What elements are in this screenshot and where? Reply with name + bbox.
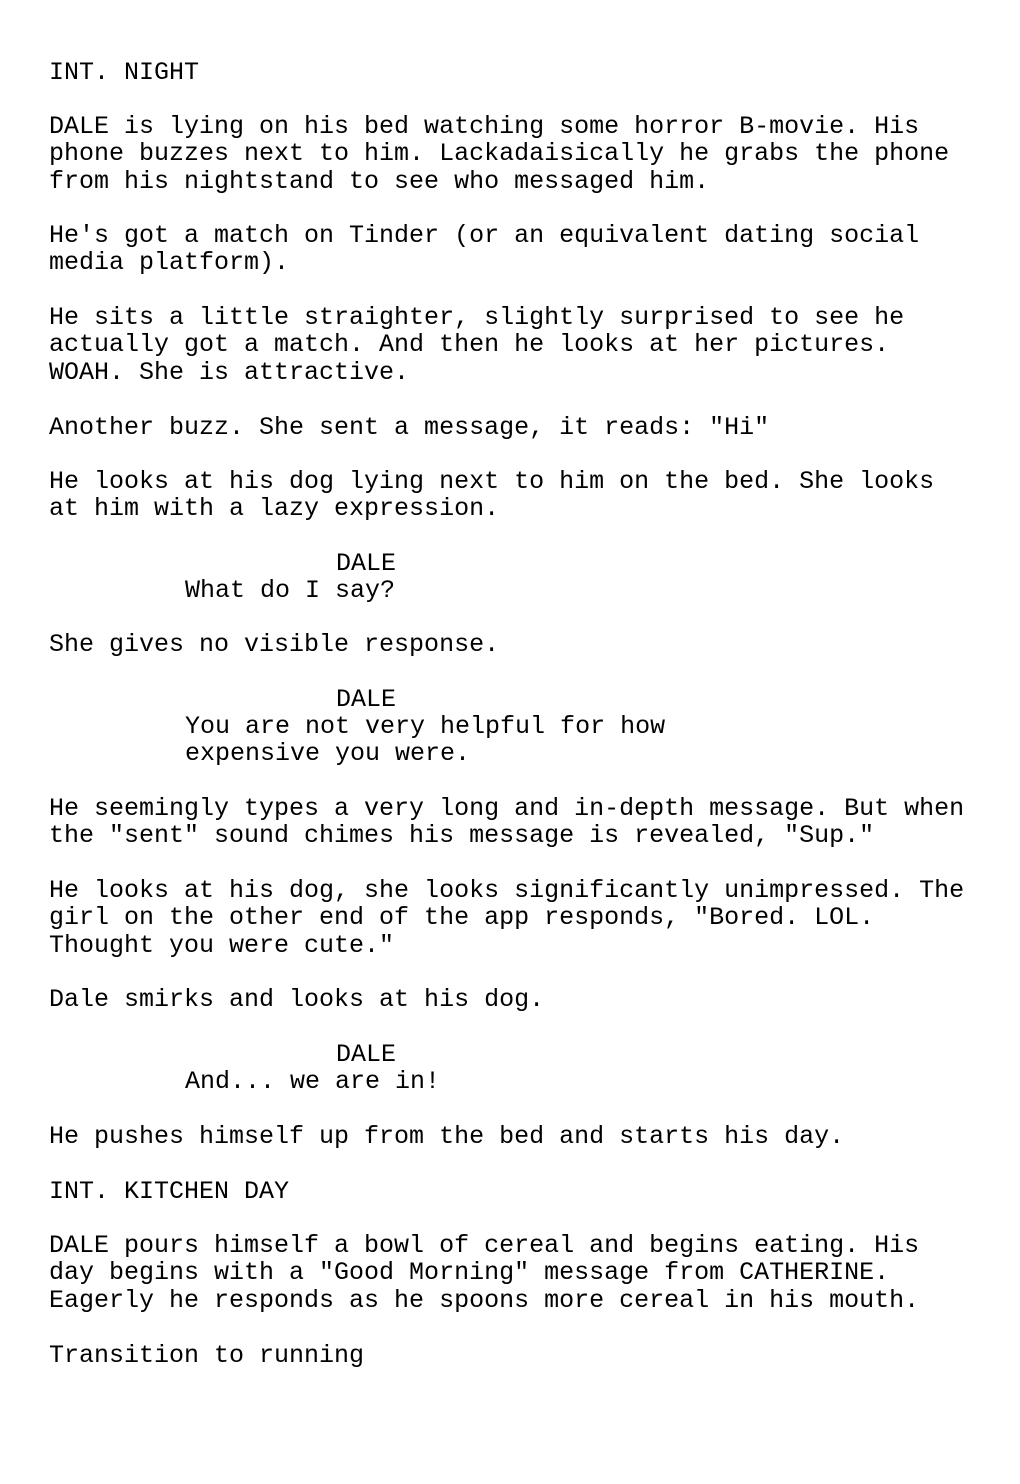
- action-paragraph: He's got a match on Tinder (or an equivalent dating social media platform).: [49, 221, 920, 278]
- dialogue-line: And... we are in!: [185, 1067, 441, 1096]
- action-paragraph: Dale smirks and looks at his dog.: [49, 985, 545, 1014]
- dialogue-line: You are not very helpful for how expensive you were.: [185, 712, 666, 769]
- action-paragraph: She gives no visible response.: [49, 630, 500, 659]
- action-paragraph: He sits a little straighter, slightly surprised to see he actually got a match. And then he looks at her pictures. WOAH. She is attractive.: [49, 303, 905, 387]
- character-name: DALE: [336, 549, 397, 578]
- dialogue-line: What do I say?: [185, 576, 396, 605]
- action-paragraph: Another buzz. She sent a message, it reads: "Hi": [49, 413, 770, 442]
- action-paragraph: Transition to running: [49, 1341, 365, 1370]
- action-paragraph: DALE is lying on his bed watching some horror B-movie. His phone buzzes next to him. Lackadaisically he grabs the phone from his nightstand to see who messaged him.: [49, 112, 950, 196]
- action-paragraph: He looks at his dog lying next to him on the bed. She looks at him with a lazy expression.: [49, 467, 935, 524]
- character-name: DALE: [336, 1040, 397, 1069]
- action-paragraph: He seemingly types a very long and in-depth message. But when the "sent" sound chimes his message is revealed, "Sup.": [49, 794, 965, 851]
- action-paragraph: He pushes himself up from the bed and starts his day.: [49, 1122, 845, 1151]
- action-paragraph: DALE pours himself a bowl of cereal and begins eating. His day begins with a "Good Morning" message from CATHERINE. Eagerly he responds as he spoons more cereal in his mouth.: [49, 1231, 920, 1315]
- character-name: DALE: [336, 685, 397, 714]
- scene-heading: INT. NIGHT: [49, 58, 200, 87]
- scene-heading: INT. KITCHEN DAY: [49, 1177, 290, 1206]
- action-paragraph: He looks at his dog, she looks significantly unimpressed. The girl on the other end of the app responds, "Bored. LOL. Thought you were cute.": [49, 876, 965, 960]
